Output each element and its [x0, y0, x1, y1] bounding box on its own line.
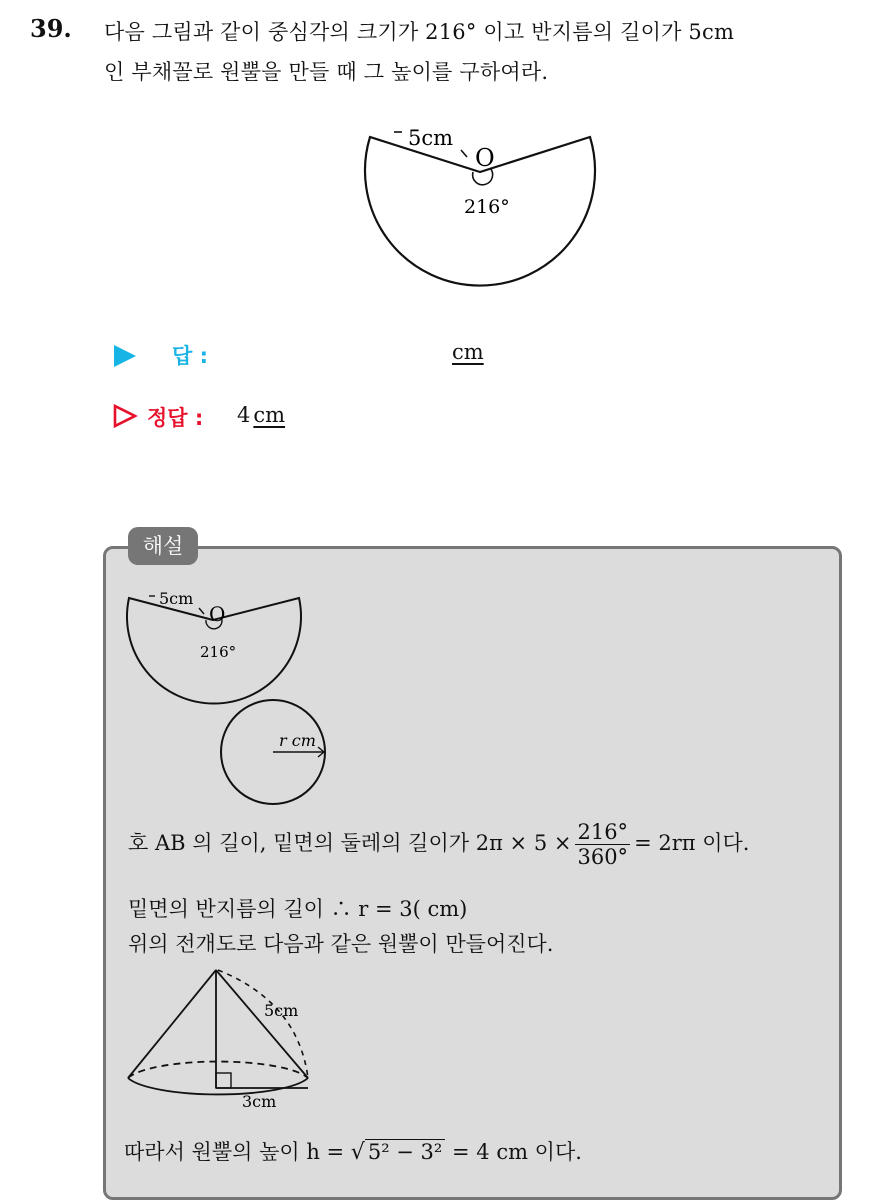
explanation-line2: 밑면의 반지름의 길이 ∴ r = 3( cm) [128, 897, 468, 921]
line4-post: = 4 cm 이다. [445, 1140, 582, 1164]
question-number: 39. [30, 14, 72, 43]
answer-arrow-icon [112, 343, 138, 369]
explanation-line1 [128, 820, 749, 869]
correct-answer-label: 정답 : [147, 406, 204, 430]
sector-radius-label: 5cm [408, 126, 454, 150]
base-circle-label: r cm [279, 731, 316, 750]
sector-center-label: O [475, 144, 495, 172]
sector-figure [350, 110, 610, 295]
radicand: 5² − 3² [365, 1139, 446, 1164]
question-text-line1: 다음 그림과 같이 중심각의 크기가 216° 이고 반지름의 길이가 5cm [104, 20, 735, 44]
line1-pre: 호 AB 의 길이, 밑면의 둘레의 길이가 2π × 5 × [128, 831, 572, 856]
net-figure [115, 580, 345, 815]
cone-slant-label: 5cm [264, 1001, 299, 1020]
correct-marker-icon [112, 403, 138, 429]
explanation-line4 [124, 1136, 582, 1166]
correct-value: 4 [237, 403, 251, 427]
explanation-line3: 위의 전개도로 다음과 같은 원뿔이 만들어진다. [128, 932, 554, 956]
line4-pre: 따라서 원뿔의 높이 h = [124, 1140, 351, 1164]
sqrt-icon: √ [350, 1140, 365, 1165]
answer-label: 답 : [172, 344, 208, 368]
cone-base-label: 3cm [242, 1092, 277, 1111]
net-radius-label: 5cm [159, 589, 194, 608]
explanation-tab: 해설 [128, 527, 198, 565]
net-angle-label: 216° [200, 643, 237, 661]
net-center-label: O [209, 602, 226, 626]
answer-unit: cm [452, 340, 484, 364]
question-text-line2: 인 부채꼴로 원뿔을 만들 때 그 높이를 구하여라. [104, 60, 549, 84]
fraction-denominator: 360° [577, 845, 629, 870]
correct-answer-value [237, 403, 285, 427]
fraction-numerator: 216° [577, 820, 629, 844]
cone-figure [118, 962, 348, 1120]
correct-unit: cm [253, 403, 286, 427]
answer-blank[interactable] [452, 340, 484, 364]
sector-angle-label: 216° [464, 196, 510, 218]
line1-post: = 2rπ 이다. [634, 831, 750, 856]
angle-fraction [575, 820, 630, 869]
